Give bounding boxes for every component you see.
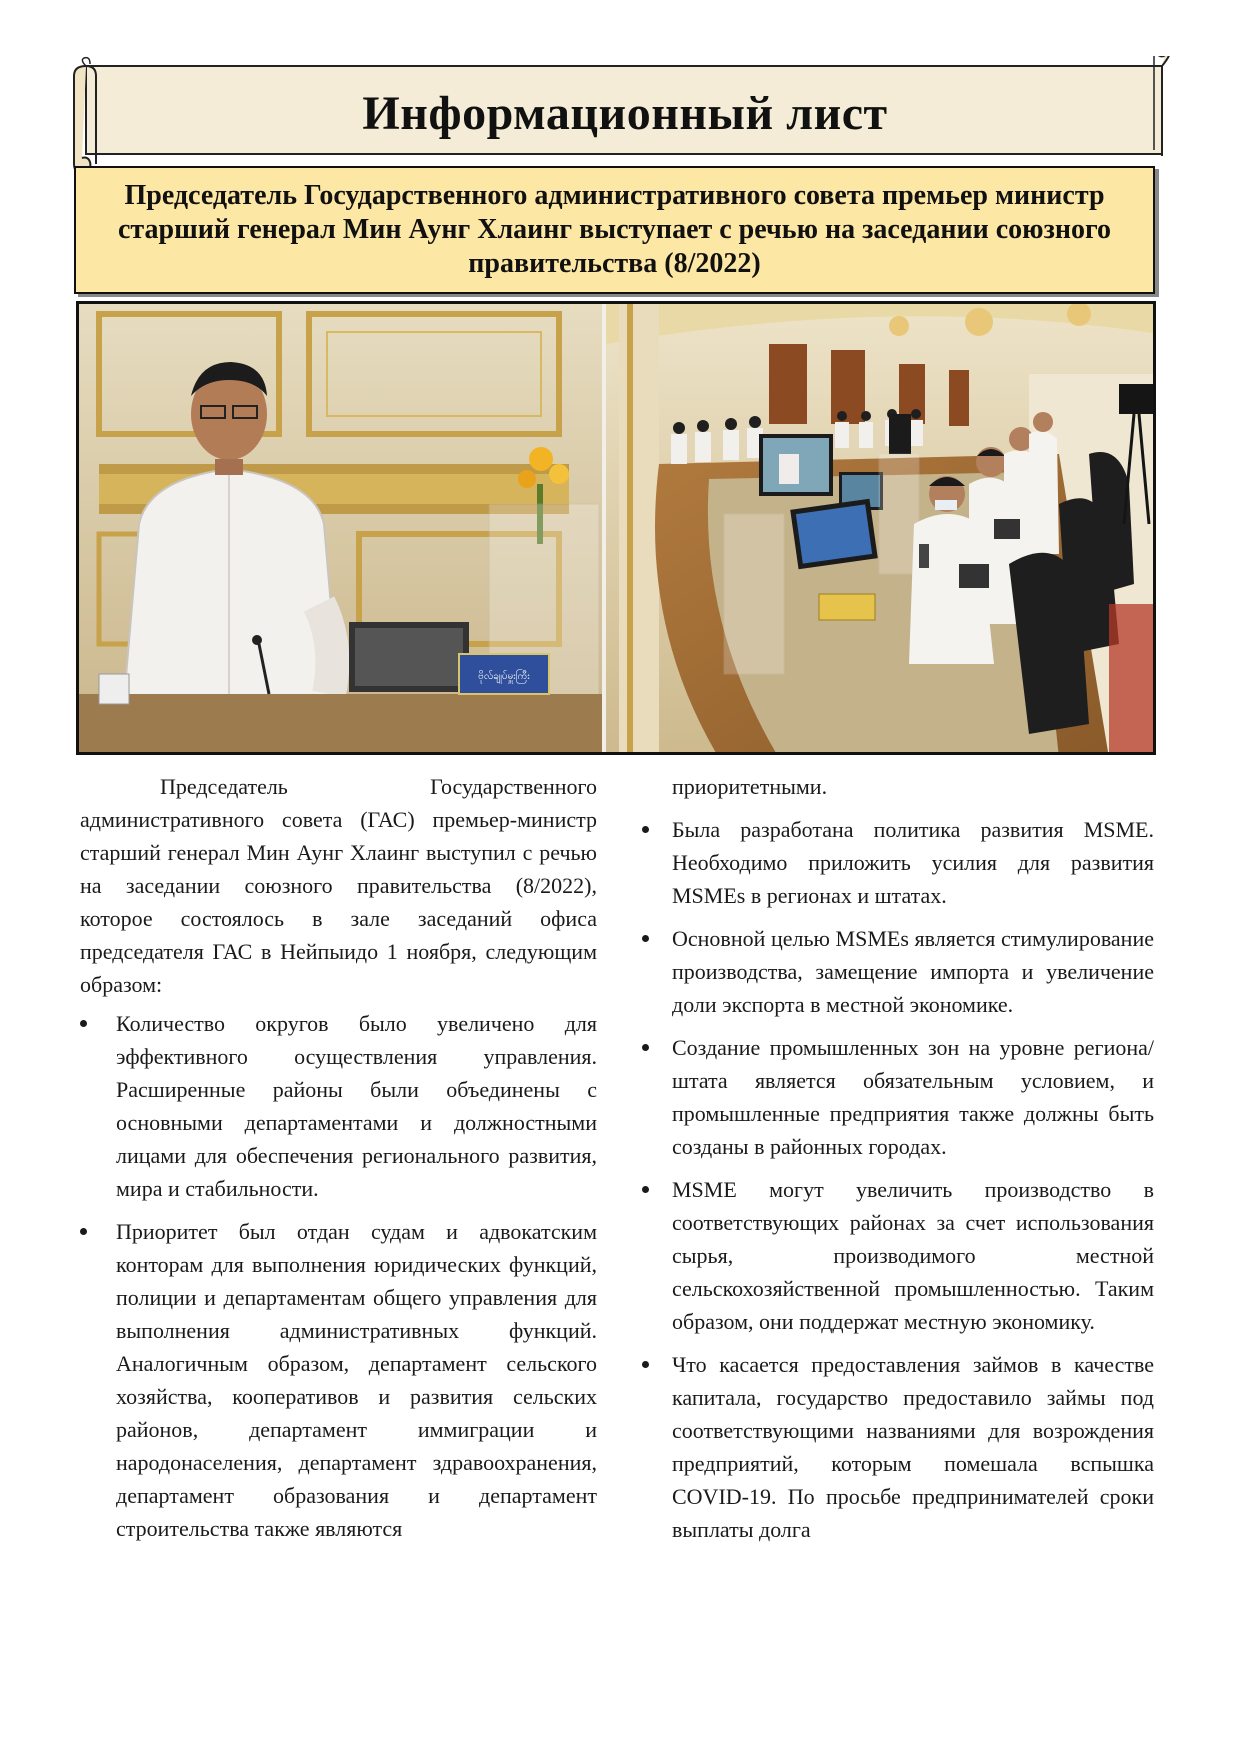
page-title: Информационный лист xyxy=(362,87,888,140)
title-banner xyxy=(72,56,1178,178)
list-item: Что касается предоставления займов в качестве капитала, государство предоставило займы под соответствующими названиями для возрождения предприятий, которым помешала вспышка COVID-19. По просьбе предпринимателей сроки выплаты долга xyxy=(642,1348,1154,1546)
list-item: Была разработана политика развития MSME. Необходимо приложить усилия для развития MSMEs в регионах и штатах. xyxy=(642,813,1154,912)
photo-illustration xyxy=(79,304,1156,755)
list-item: MSME могут увеличить производство в соответствующих районах за счет использования сырья, производимого местной сельскохозяйственной промышленностью. Таким образом, они поддержат местную экономику. xyxy=(642,1173,1154,1338)
headline-text: Председатель Государственного административного совета премьер министр старший генерал Мин Аунг Хлаинг выступает с речью на заседании союзного правительства (8/2022) xyxy=(118,180,1111,279)
left-bullet-list xyxy=(80,1007,597,1545)
article-left-column xyxy=(80,770,597,1555)
meeting-photo xyxy=(76,301,1156,755)
continuation-text: приоритетными. xyxy=(672,774,828,799)
list-item: Приоритет был отдан судам и адвокатским конторам для выполнения юридических функций, полиции и департаментам общего управления для выполнения административных функций. Аналогичным образом, департамент сельского хозяйства, кооперативов и развития сельских районов, департамент иммиграции и народонаселения, департамент здравоохранения, департамент образования и департамент строительства также являются xyxy=(80,1215,597,1545)
headline-box xyxy=(74,166,1155,294)
list-item: Количество округов было увеличено для эффективного осуществления управления. Расширенные районы были объединены с основными департаментами и должностными лицами для обеспечения регионального развития, мира и стабильности. xyxy=(80,1007,597,1205)
article-right-column xyxy=(642,770,1154,1556)
nameplate-text: ဗိုလ်ချုပ်မှူးကြီး xyxy=(478,671,530,682)
article-intro: Председатель Государственного административного совета (ГАС) премьер-министр старший генерал Мин Аунг Хлаинг выступил с речью на заседании союзного правительства (8/2022), которое состоялось в зале заседаний офиса председателя ГАС в Нейпыидо 1 ноября, следующим образом: xyxy=(80,774,597,997)
list-item: Создание промышленных зон на уровне региона/штата является обязательным условием, и промышленные предприятия также должны быть созданы в районных городах. xyxy=(642,1031,1154,1163)
right-bullet-list xyxy=(642,813,1154,1546)
list-item: Основной целью MSMEs является стимулирование производства, замещение импорта и увеличение доли экспорта в местной экономике. xyxy=(642,922,1154,1021)
